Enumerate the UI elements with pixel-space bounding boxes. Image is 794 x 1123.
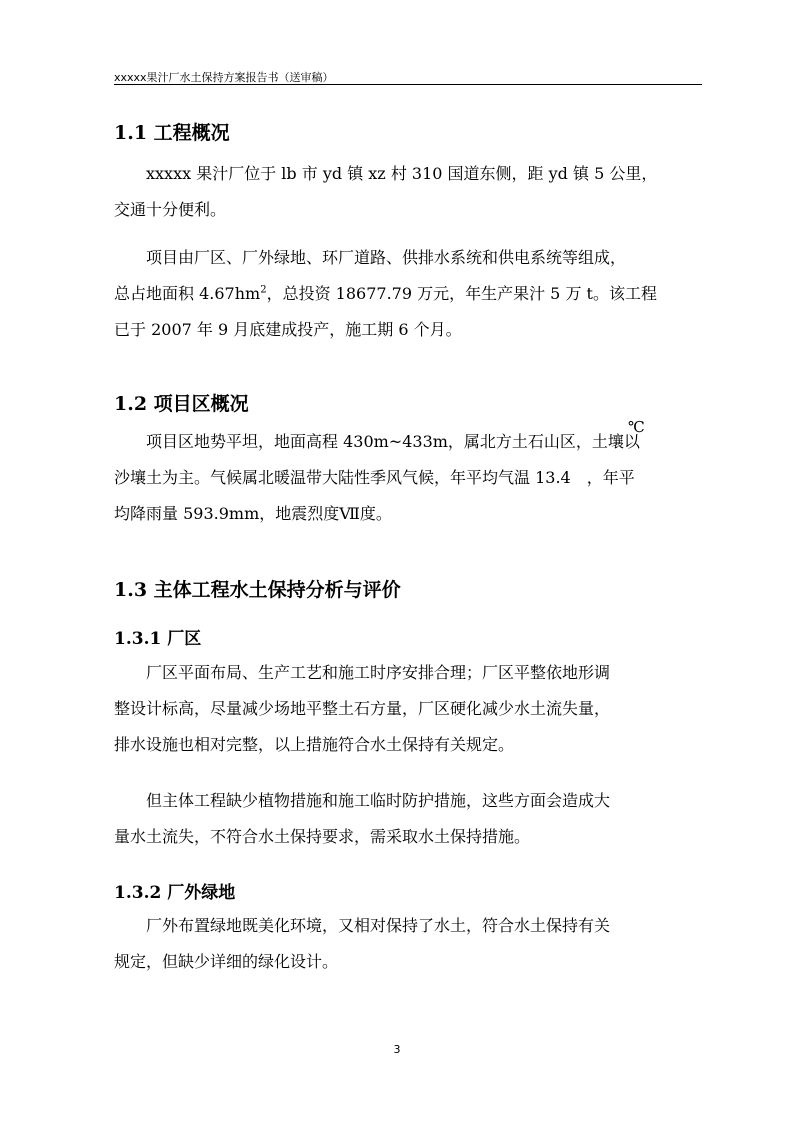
- paragraph-1-3-2: [114, 908, 702, 980]
- paragraph-1-1-a: [114, 156, 702, 228]
- text-line: 交通十分便利。: [114, 200, 227, 219]
- degree-symbol: ℃: [628, 418, 645, 436]
- heading-1-3: 1.3 主体工程水土保持分析与评价: [114, 579, 401, 601]
- heading-1-1: 1.1 工程概况: [114, 122, 230, 144]
- page-header: xxxxx果汁厂水土保持方案报告书（送审稿）: [114, 71, 334, 84]
- heading-1-3-2: 1.3.2 厂外绿地: [114, 883, 236, 903]
- paragraph-1-2: [114, 424, 702, 532]
- text-line: [114, 276, 702, 312]
- text-line: 但主体工程缺少植物措施和施工临时防护措施，这些方面会造成大: [146, 791, 611, 810]
- text-line: 排水设施也相对完整，以上措施符合水土保持有关规定。: [114, 735, 515, 754]
- header-rule: [114, 84, 702, 85]
- investment-text: ，总投资 18677.79 万元，年生产果汁 5 万 t。该工程: [266, 284, 657, 303]
- text-line: 整设计标高，尽量减少场地平整土石方量，厂区硬化减少水土流失量，: [114, 699, 611, 718]
- text-line: 沙壤土为主。气候属北暖温带大陆性季风气候，年平均气温 13.4 ，年平: [114, 468, 635, 487]
- heading-1-2: 1.2 项目区概况: [114, 393, 249, 415]
- text-line: 量水土流失，不符合水土保持要求，需采取水土保持措施。: [114, 827, 531, 846]
- text-line: 厂区平面布局、生产工艺和施工时序安排合理；厂区平整依地形调: [146, 663, 611, 682]
- paragraph-1-3-1-b: [114, 783, 702, 855]
- page-number: 3: [393, 1043, 401, 1056]
- text-line: 规定，但缺少详细的绿化设计。: [114, 952, 339, 971]
- paragraph-1-3-1-a: [114, 655, 702, 763]
- superscript: 2: [260, 284, 267, 296]
- text-line: 项目由厂区、厂外绿地、环厂道路、供排水系统和供电系统等组成，: [146, 248, 627, 267]
- heading-1-3-1: 1.3.1 厂区: [114, 629, 202, 649]
- text-line: 厂外布置绿地既美化环境，又相对保持了水土，符合水土保持有关: [146, 916, 611, 935]
- text-line: 已于 2007 年 9 月底建成投产，施工期 6 个月。: [114, 320, 462, 339]
- paragraph-1-1-b: [114, 240, 702, 348]
- text-line: 均降雨量 593.9mm，地震烈度Ⅶ度。: [114, 504, 392, 523]
- text-line: 项目区地势平坦，地面高程 430m~433m，属北方土石山区，土壤以: [146, 432, 640, 451]
- text-line: xxxxx 果汁厂位于 lb 市 yd 镇 xz 村 310 国道东侧，距 yd 镇 5 公里，: [146, 164, 658, 183]
- area-text: 总占地面积 4.67hm: [114, 284, 261, 303]
